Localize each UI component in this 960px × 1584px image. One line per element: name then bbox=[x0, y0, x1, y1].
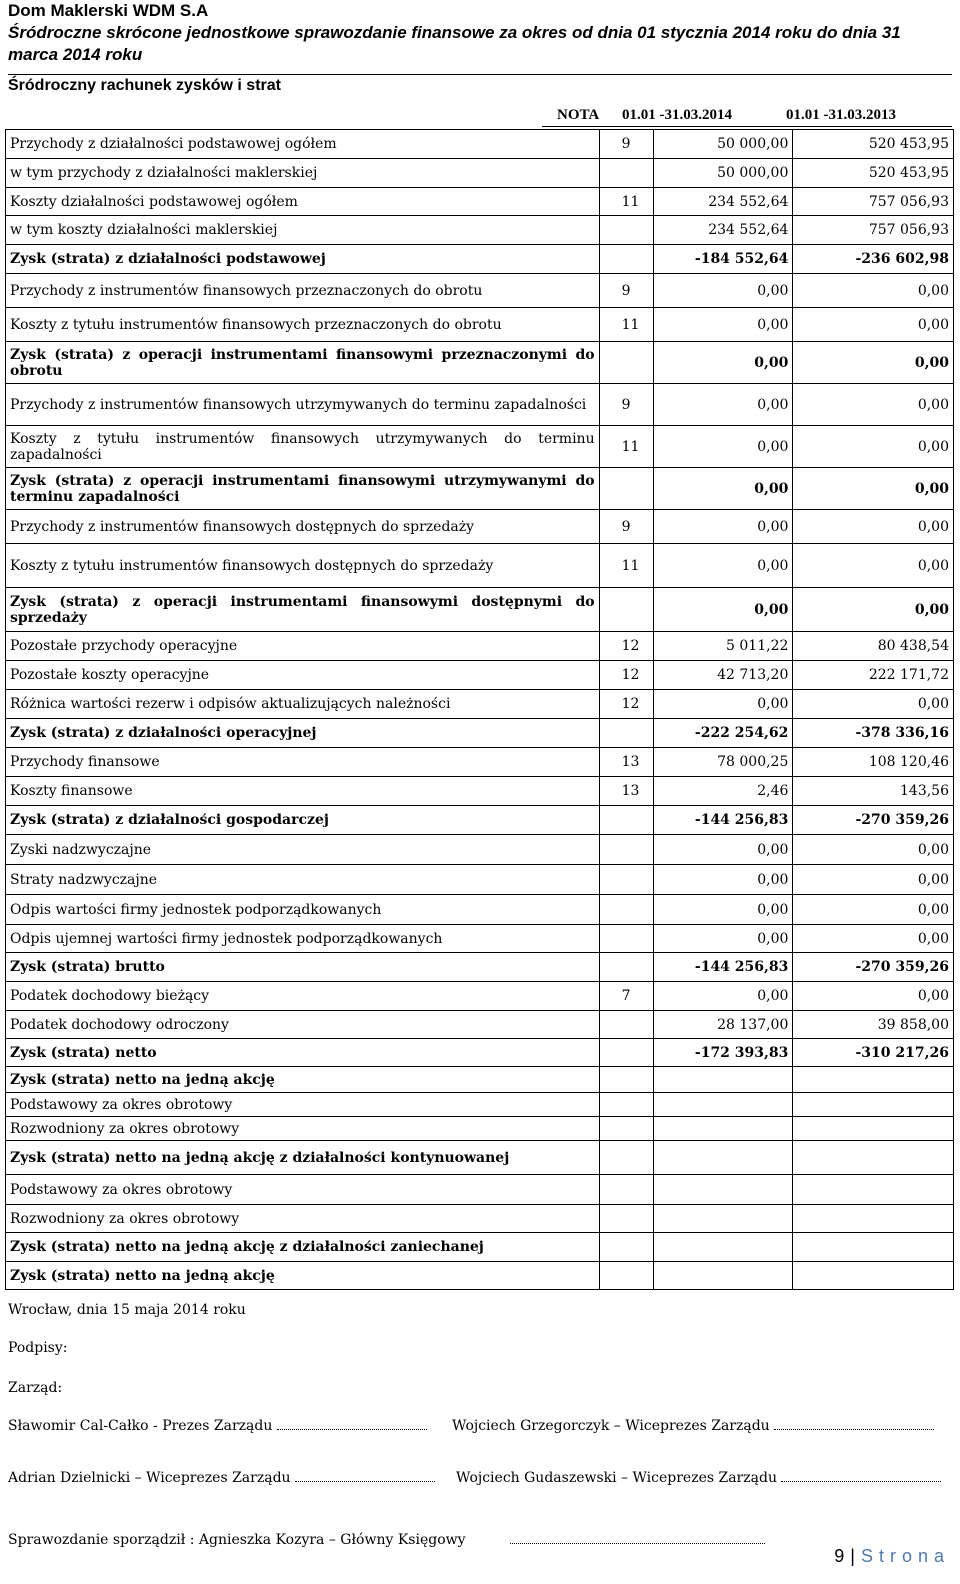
row-label: w tym koszty działalności maklerskiej bbox=[6, 216, 600, 245]
row-label: Zysk (strata) z operacji instrumentami finansowymi utrzymywanymi do terminu zapadalności bbox=[6, 468, 600, 510]
row-value-2014 bbox=[653, 1117, 793, 1141]
row-value-2014: 0,00 bbox=[653, 544, 793, 588]
row-note: 7 bbox=[599, 982, 653, 1011]
row-value-2014 bbox=[653, 1067, 793, 1093]
company-name: Dom Maklerski WDM S.A bbox=[8, 1, 209, 20]
row-label: Zysk (strata) netto na jedną akcję z działalności kontynuowanej bbox=[6, 1141, 600, 1175]
row-value-2014: 28 137,00 bbox=[653, 1011, 793, 1039]
row-value-2014: 0,00 bbox=[653, 588, 793, 632]
row-value-2013: 0,00 bbox=[793, 544, 954, 588]
row-note: 9 bbox=[599, 274, 653, 308]
row-note bbox=[599, 468, 653, 510]
row-value-2014: 78 000,25 bbox=[653, 748, 793, 777]
row-label: Zysk (strata) z działalności podstawowej bbox=[6, 245, 600, 274]
signature-line bbox=[781, 1471, 941, 1482]
table-row bbox=[6, 274, 954, 308]
row-label: Przychody z instrumentów finansowych dostępnych do sprzedaży bbox=[6, 510, 600, 544]
row-value-2014: 0,00 bbox=[653, 510, 793, 544]
row-value-2014: 234 552,64 bbox=[653, 216, 793, 245]
table-row bbox=[6, 1011, 954, 1039]
row-label: Zysk (strata) netto bbox=[6, 1039, 600, 1067]
row-value-2014: 0,00 bbox=[653, 865, 793, 895]
row-note bbox=[599, 1141, 653, 1175]
row-value-2013: 0,00 bbox=[793, 308, 954, 342]
table-row bbox=[6, 632, 954, 661]
row-value-2013 bbox=[793, 1067, 954, 1093]
income-statement-table bbox=[5, 129, 954, 1290]
row-value-2014: -172 393,83 bbox=[653, 1039, 793, 1067]
table-row bbox=[6, 130, 954, 159]
row-value-2013: -378 336,16 bbox=[793, 719, 954, 748]
row-value-2014: 0,00 bbox=[653, 274, 793, 308]
table-row bbox=[6, 159, 954, 188]
row-value-2013: 757 056,93 bbox=[793, 216, 954, 245]
row-label: Odpis wartości firmy jednostek podporządkowanych bbox=[6, 895, 600, 925]
row-value-2013: 0,00 bbox=[793, 895, 954, 925]
row-value-2014: -222 254,62 bbox=[653, 719, 793, 748]
signatory-name: Sławomir Cal-Całko - Prezes Zarządu bbox=[8, 1418, 273, 1434]
column-header-rule bbox=[542, 126, 952, 127]
table-row bbox=[6, 1039, 954, 1067]
row-value-2013: 757 056,93 bbox=[793, 188, 954, 216]
row-note: 12 bbox=[599, 661, 653, 690]
table-row bbox=[6, 342, 954, 384]
table-row bbox=[6, 1141, 954, 1175]
page-separator: | bbox=[850, 1546, 855, 1566]
row-value-2013: 108 120,46 bbox=[793, 748, 954, 777]
row-value-2013 bbox=[793, 1093, 954, 1117]
row-value-2013: 0,00 bbox=[793, 426, 954, 468]
row-value-2014: 0,00 bbox=[653, 384, 793, 426]
signatory-name: Wojciech Gudaszewski – Wiceprezes Zarządu bbox=[456, 1470, 777, 1486]
table-row bbox=[6, 426, 954, 468]
row-label: Koszty z tytułu instrumentów finansowych utrzymywanych do terminu zapadalności bbox=[6, 426, 600, 468]
row-value-2013: 39 858,00 bbox=[793, 1011, 954, 1039]
row-value-2014 bbox=[653, 1205, 793, 1233]
table-row bbox=[6, 835, 954, 865]
row-note bbox=[599, 1205, 653, 1233]
row-value-2013: 80 438,54 bbox=[793, 632, 954, 661]
signatory-2 bbox=[452, 1418, 934, 1434]
report-title: Śródroczne skrócone jednostkowe sprawozdanie finansowe za okres od dnia 01 stycznia 2014 roku do dnia 31 marca 2014 roku bbox=[8, 23, 901, 64]
signature-line bbox=[774, 1419, 934, 1430]
row-note bbox=[599, 1117, 653, 1141]
row-label: Pozostałe koszty operacyjne bbox=[6, 661, 600, 690]
row-value-2014: 0,00 bbox=[653, 426, 793, 468]
row-value-2013: 0,00 bbox=[793, 925, 954, 953]
row-value-2013: -270 359,26 bbox=[793, 806, 954, 835]
row-note: 13 bbox=[599, 748, 653, 777]
row-value-2014: 5 011,22 bbox=[653, 632, 793, 661]
row-value-2014 bbox=[653, 1262, 793, 1290]
table-row bbox=[6, 308, 954, 342]
row-label: Odpis ujemnej wartości firmy jednostek podporządkowanych bbox=[6, 925, 600, 953]
row-value-2014: 0,00 bbox=[653, 342, 793, 384]
page-number bbox=[834, 1546, 950, 1567]
row-note bbox=[599, 216, 653, 245]
row-note bbox=[599, 953, 653, 982]
row-value-2013: -270 359,26 bbox=[793, 953, 954, 982]
row-note bbox=[599, 159, 653, 188]
header-rule bbox=[8, 74, 952, 75]
row-label: w tym przychody z działalności maklerskiej bbox=[6, 159, 600, 188]
row-label: Koszty z tytułu instrumentów finansowych przeznaczonych do obrotu bbox=[6, 308, 600, 342]
row-label: Zysk (strata) netto na jedną akcję z działalności zaniechanej bbox=[6, 1233, 600, 1262]
row-value-2013: 143,56 bbox=[793, 777, 954, 806]
row-value-2014: 2,46 bbox=[653, 777, 793, 806]
row-label: Zysk (strata) z działalności operacyjnej bbox=[6, 719, 600, 748]
row-value-2013: 0,00 bbox=[793, 835, 954, 865]
row-value-2014: 0,00 bbox=[653, 835, 793, 865]
row-label: Pozostałe przychody operacyjne bbox=[6, 632, 600, 661]
row-note bbox=[599, 1175, 653, 1205]
table-row bbox=[6, 384, 954, 426]
table-row bbox=[6, 925, 954, 953]
row-value-2014 bbox=[653, 1093, 793, 1117]
row-value-2014 bbox=[653, 1233, 793, 1262]
row-value-2013: 0,00 bbox=[793, 982, 954, 1011]
row-value-2013: 0,00 bbox=[793, 384, 954, 426]
row-note: 9 bbox=[599, 384, 653, 426]
table-row bbox=[6, 245, 954, 274]
row-value-2013: 520 453,95 bbox=[793, 130, 954, 159]
row-value-2014: 50 000,00 bbox=[653, 130, 793, 159]
row-label: Zysk (strata) netto na jedną akcję bbox=[6, 1262, 600, 1290]
col-header-note: NOTA bbox=[557, 107, 600, 123]
table-row bbox=[6, 544, 954, 588]
row-label: Przychody z instrumentów finansowych przeznaczonych do obrotu bbox=[6, 274, 600, 308]
row-note: 12 bbox=[599, 632, 653, 661]
row-note bbox=[599, 1262, 653, 1290]
row-value-2014 bbox=[653, 1141, 793, 1175]
signatory-name: Wojciech Grzegorczyk – Wiceprezes Zarządu bbox=[452, 1418, 770, 1434]
column-headers bbox=[0, 104, 960, 126]
prepared-by-text: Sprawozdanie sporządził : Agnieszka Kozyra – Główny Księgowy bbox=[8, 1532, 466, 1548]
table-row bbox=[6, 748, 954, 777]
row-note bbox=[599, 865, 653, 895]
row-label: Rozwodniony za okres obrotowy bbox=[6, 1117, 600, 1141]
table-row bbox=[6, 468, 954, 510]
row-note: 12 bbox=[599, 690, 653, 719]
row-note bbox=[599, 342, 653, 384]
row-value-2013: 0,00 bbox=[793, 690, 954, 719]
row-label: Zysk (strata) brutto bbox=[6, 953, 600, 982]
row-label: Podstawowy za okres obrotowy bbox=[6, 1093, 600, 1117]
table-row bbox=[6, 661, 954, 690]
row-note bbox=[599, 895, 653, 925]
row-value-2014: 234 552,64 bbox=[653, 188, 793, 216]
row-note: 13 bbox=[599, 777, 653, 806]
row-label: Podatek dochodowy odroczony bbox=[6, 1011, 600, 1039]
row-value-2014: -144 256,83 bbox=[653, 806, 793, 835]
row-note bbox=[599, 1011, 653, 1039]
row-note bbox=[599, 806, 653, 835]
section-title: Śródroczny rachunek zysków i strat bbox=[8, 77, 281, 94]
row-value-2013: 520 453,95 bbox=[793, 159, 954, 188]
row-value-2013: 0,00 bbox=[793, 274, 954, 308]
row-value-2013 bbox=[793, 1175, 954, 1205]
row-value-2013: 222 171,72 bbox=[793, 661, 954, 690]
table-row bbox=[6, 895, 954, 925]
row-value-2014: 0,00 bbox=[653, 982, 793, 1011]
row-value-2013 bbox=[793, 1262, 954, 1290]
row-value-2013 bbox=[793, 1205, 954, 1233]
row-label: Koszty działalności podstawowej ogółem bbox=[6, 188, 600, 216]
signature-line bbox=[295, 1471, 435, 1482]
row-label: Zysk (strata) z operacji instrumentami finansowymi przeznaczonymi do obrotu bbox=[6, 342, 600, 384]
row-note: 9 bbox=[599, 130, 653, 159]
place-date: Wrocław, dnia 15 maja 2014 roku bbox=[8, 1302, 246, 1318]
row-label: Zysk (strata) z działalności gospodarczej bbox=[6, 806, 600, 835]
row-value-2014: 0,00 bbox=[653, 925, 793, 953]
row-note bbox=[599, 1093, 653, 1117]
row-value-2013 bbox=[793, 1117, 954, 1141]
signatory-1 bbox=[8, 1418, 427, 1434]
row-label: Przychody z instrumentów finansowych utrzymywanych do terminu zapadalności bbox=[6, 384, 600, 426]
board-label: Zarząd: bbox=[8, 1380, 63, 1396]
row-note bbox=[599, 588, 653, 632]
table-row bbox=[6, 982, 954, 1011]
table-row bbox=[6, 806, 954, 835]
table-row bbox=[6, 1205, 954, 1233]
table-row bbox=[6, 865, 954, 895]
prepared-by bbox=[8, 1532, 765, 1548]
table-row bbox=[6, 1175, 954, 1205]
table-row bbox=[6, 510, 954, 544]
row-label: Zysk (strata) z operacji instrumentami finansowymi dostępnymi do sprzedaży bbox=[6, 588, 600, 632]
row-note bbox=[599, 1067, 653, 1093]
row-label: Straty nadzwyczajne bbox=[6, 865, 600, 895]
row-note: 11 bbox=[599, 544, 653, 588]
col-header-period-1: 01.01 -31.03.2014 bbox=[622, 107, 732, 123]
table-row bbox=[6, 1117, 954, 1141]
signatures-label: Podpisy: bbox=[8, 1340, 68, 1356]
row-value-2014: 42 713,20 bbox=[653, 661, 793, 690]
row-value-2013: 0,00 bbox=[793, 588, 954, 632]
row-label: Podstawowy za okres obrotowy bbox=[6, 1175, 600, 1205]
row-value-2014: -144 256,83 bbox=[653, 953, 793, 982]
table-row bbox=[6, 719, 954, 748]
row-note bbox=[599, 719, 653, 748]
row-label: Zysk (strata) netto na jedną akcję bbox=[6, 1067, 600, 1093]
row-note bbox=[599, 245, 653, 274]
table-row bbox=[6, 953, 954, 982]
row-note: 9 bbox=[599, 510, 653, 544]
signature-line bbox=[277, 1419, 427, 1430]
col-header-period-2: 01.01 -31.03.2013 bbox=[786, 107, 896, 123]
table-row bbox=[6, 690, 954, 719]
table-row bbox=[6, 1067, 954, 1093]
row-value-2013: 0,00 bbox=[793, 342, 954, 384]
row-value-2013 bbox=[793, 1233, 954, 1262]
row-value-2013: 0,00 bbox=[793, 468, 954, 510]
row-note: 11 bbox=[599, 426, 653, 468]
row-value-2014: 0,00 bbox=[653, 690, 793, 719]
row-value-2013: 0,00 bbox=[793, 865, 954, 895]
row-value-2014 bbox=[653, 1175, 793, 1205]
row-value-2014: -184 552,64 bbox=[653, 245, 793, 274]
row-value-2013: -310 217,26 bbox=[793, 1039, 954, 1067]
page-number-value: 9 bbox=[834, 1546, 845, 1566]
row-value-2013: -236 602,98 bbox=[793, 245, 954, 274]
row-value-2014: 0,00 bbox=[653, 468, 793, 510]
row-label: Koszty z tytułu instrumentów finansowych dostępnych do sprzedaży bbox=[6, 544, 600, 588]
signature-line bbox=[510, 1533, 765, 1544]
row-note: 11 bbox=[599, 188, 653, 216]
table-row bbox=[6, 1233, 954, 1262]
row-value-2013 bbox=[793, 1141, 954, 1175]
row-label: Przychody finansowe bbox=[6, 748, 600, 777]
row-label: Koszty finansowe bbox=[6, 777, 600, 806]
row-note bbox=[599, 835, 653, 865]
row-note bbox=[599, 1233, 653, 1262]
signatory-name: Adrian Dzielnicki – Wiceprezes Zarządu bbox=[8, 1470, 291, 1486]
row-label: Różnica wartości rezerw i odpisów aktualizujących należności bbox=[6, 690, 600, 719]
table-row bbox=[6, 1093, 954, 1117]
table-row bbox=[6, 588, 954, 632]
row-note bbox=[599, 925, 653, 953]
table-row bbox=[6, 188, 954, 216]
row-label: Rozwodniony za okres obrotowy bbox=[6, 1205, 600, 1233]
row-value-2014: 0,00 bbox=[653, 895, 793, 925]
row-note bbox=[599, 1039, 653, 1067]
row-value-2014: 50 000,00 bbox=[653, 159, 793, 188]
table-row bbox=[6, 777, 954, 806]
row-value-2014: 0,00 bbox=[653, 308, 793, 342]
row-label: Podatek dochodowy bieżący bbox=[6, 982, 600, 1011]
signatory-4 bbox=[456, 1470, 941, 1486]
row-label: Przychody z działalności podstawowej ogółem bbox=[6, 130, 600, 159]
row-value-2013: 0,00 bbox=[793, 510, 954, 544]
row-note: 11 bbox=[599, 308, 653, 342]
page-word: Strona bbox=[860, 1546, 950, 1566]
row-label: Zyski nadzwyczajne bbox=[6, 835, 600, 865]
table-row bbox=[6, 216, 954, 245]
table-row bbox=[6, 1262, 954, 1290]
signatory-3 bbox=[8, 1470, 435, 1486]
document-header bbox=[8, 0, 952, 94]
